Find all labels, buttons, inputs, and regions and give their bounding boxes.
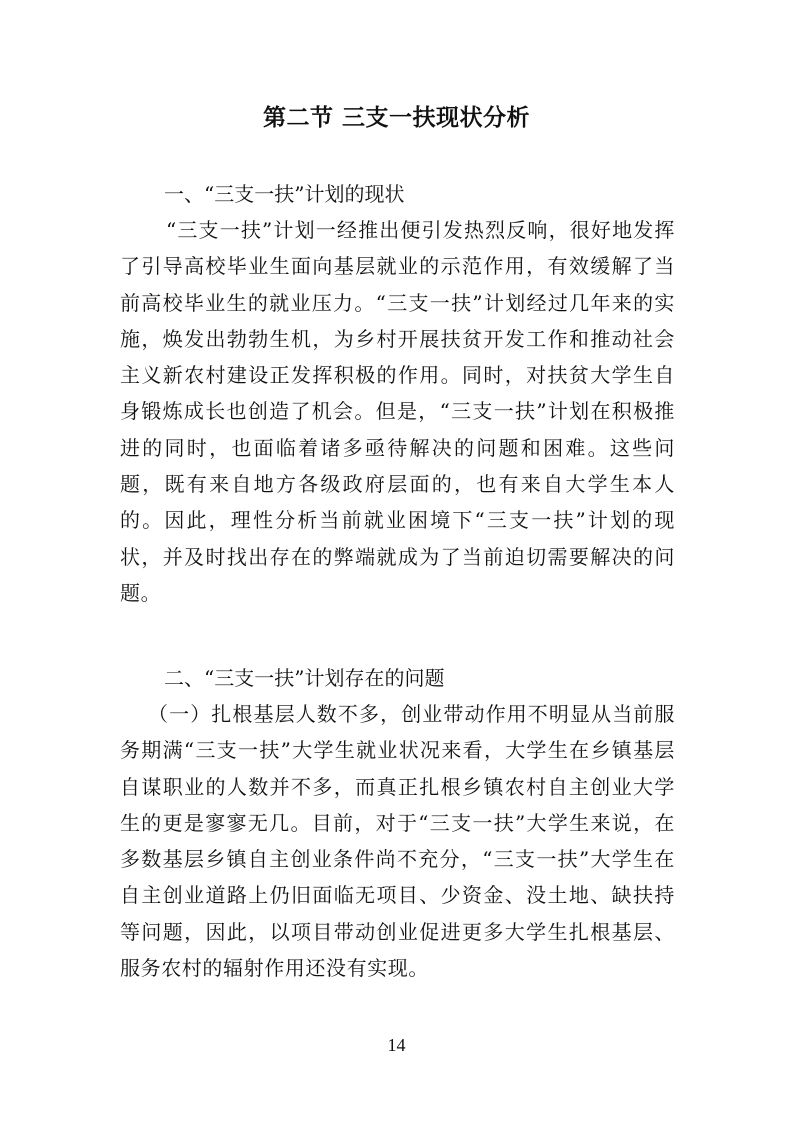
- section-2-paragraph: （一）扎根基层人数不多，创业带动作用不明显从当前服务期满“三支一扶”大学生就业状况来看，大学生在乡镇基层自谋职业的人数并不多，而真正扎根乡镇农村自主创业大学生的更是寥寥无几。目前，对于“三支一扶”大学生来说，在多数基层乡镇自主创业条件尚不充分，“三支一扶”大学生在自主创业道路上仍旧面临无项目、少资金、没土地、缺扶持等问题，因此，以项目带动创业促进更多大学生扎根基层、服务农村的辐射作用还没有实现。: [120, 702, 675, 981]
- section-2: [120, 660, 675, 986]
- section-2-heading: 二、“三支一扶”计划存在的问题: [164, 666, 445, 690]
- section-1-paragraph: “三支一扶”计划一经推出便引发热烈反响，很好地发挥了引导高校毕业生面向基层就业的示范作用，有效缓解了当前高校毕业生的就业压力。“三支一扶”计划经过几年来的实施，焕发出勃勃生机，为乡村开展扶贫开发工作和推动社会主义新农村建设正发挥积极的作用。同时，对扶贫大学生自身锻炼成长也创造了机会。但是，“三支一扶”计划在积极推进的同时，也面临着诸多亟待解决的问题和困难。这些问题，既有来自地方各级政府层面的，也有来自大学生本人的。因此，理性分析当前就业困境下“三支一扶”计划的现状，并及时找出存在的弊端就成为了当前迫切需要解决的问题。: [120, 218, 675, 605]
- page-title: 第二节 三支一扶现状分析: [262, 105, 530, 131]
- page-number: 14: [387, 1035, 406, 1055]
- section-1-heading: 一、“三支一扶”计划的现状: [164, 182, 405, 206]
- section-1: [120, 176, 675, 611]
